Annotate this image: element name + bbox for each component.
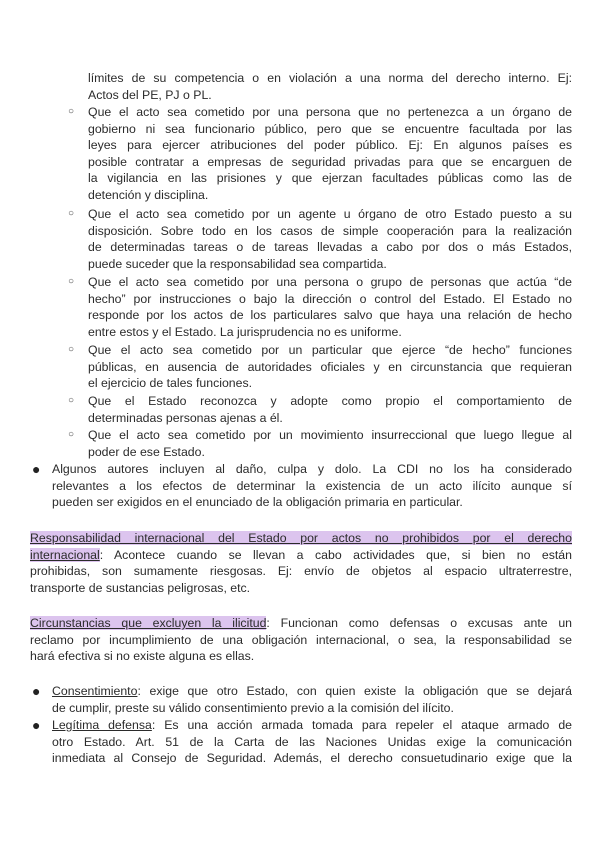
circle-bullet-icon: ○ [68,429,75,440]
circle-bullet-icon: ○ [68,344,75,355]
sub-item-de-facto-individual: Que el acto sea cometido por un particular que ejerce “de hecho” funciones públicas, en ausencia de autoridades oficiales y en circunstancia que requieran el ejercicio de tales funciones. [88,343,572,391]
section-heading-responsibility: Responsabilidad internacional del Estado por actos no prohibidos por el derecho [30,531,572,545]
circle-bullet-icon: ○ [68,395,75,406]
paragraph-circumstances: Circunstancias que excluyen la ilicitud: Funcionan como defensas o excusas ante un reclamo por incumplimiento de una obligación internacional, o sea, la responsabilidad se hará efectiva si no existe alguna es ellas. [30,616,573,664]
term-consent: Consentimiento [52,684,138,698]
sub-item-adopted-conduct: Que el Estado reconozca y adopte como propio el comportamiento de determinadas personas ajenas a él. [88,394,572,425]
circle-bullet-icon: ○ [68,208,75,219]
sub-item-de-facto-group: Que el acto sea cometido por una persona o grupo de personas que actúa “de hecho” por instrucciones o bajo la dirección o control del Estado. El Estado no responde por los actos de los particulares salvo que haya una relación de hecho entre estos y el Estado. La jurisprudencia no es uniforme. [88,275,572,339]
bullet-self-defense: Legítima defensa: Es una acción armada tomada para repeler el ataque armado de otro Estado. Art. 51 de la Carta de las Naciones Unidas exige la comunicación inmediata al Consejo de Seguridad. Además, el derecho consuetudinario exige que la [52,718,572,766]
section-heading-circumstances: Circunstancias que excluyen la ilicitud [30,616,267,630]
paragraph-no-prohibited-acts: Responsabilidad internacional del Estado por actos no prohibidos por el derecho internacional: Acontece cuando se llevan a cabo actividades que, si bien no están prohibidas, son sumamente riesgosas. Ej: envío de objetos al espacio ultraterrestre, transporte de sustancias peligrosas, etc. [30,531,572,595]
circle-bullet-icon: ○ [68,276,75,287]
sub-item-other-state-agent: Que el acto sea cometido por un agente u órgano de otro Estado puesto a su disposición. Sobre todo en los casos de simple cooperación para la realización de determinadas tareas o de tareas llevadas a cabo por dos o más Estados, puede suceder que la responsabilidad sea compartida. [88,207,572,271]
circle-bullet-icon: ○ [68,106,75,117]
bullet-consent: Consentimiento: exige que otro Estado, con quien existe la obligación que se dejará de cumplir, preste su válido consentimiento previo a la comisión del ilícito. [52,684,572,715]
term-self-defense: Legítima defensa [52,718,152,732]
continuation-paragraph: límites de su competencia o en violación a una norma del derecho interno. Ej: Actos del PE, PJ o PL. [88,71,572,102]
sub-item-private-persons: Que el acto sea cometido por una persona que no pertenezca a un órgano de gobierno ni sea funcionario público, pero que se encuentre facultada por las leyes para ejercer atribuciones del poder público. Ej: En algunos países es posible contratar a empresas de seguridad privadas para que se encarguen de la vigilancia en las prisiones y que ejerzan facultades públicas como las de detención y disciplina. [88,105,572,202]
bullet-icon: ● [32,717,41,733]
bullet-authors: Algunos autores incluyen al daño, culpa y dolo. La CDI no los ha considerado relevantes a los efectos de determinar la existencia de un acto ilícito aunque sí pueden ser exigidos en el enunciado de la obligación primaria en particular. [52,462,572,510]
bullet-icon: ● [32,683,41,699]
bullet-icon: ● [32,461,41,477]
sub-item-insurrection: Que el acto sea cometido por un movimiento insurreccional que luego llegue al poder de ese Estado. [88,428,572,459]
